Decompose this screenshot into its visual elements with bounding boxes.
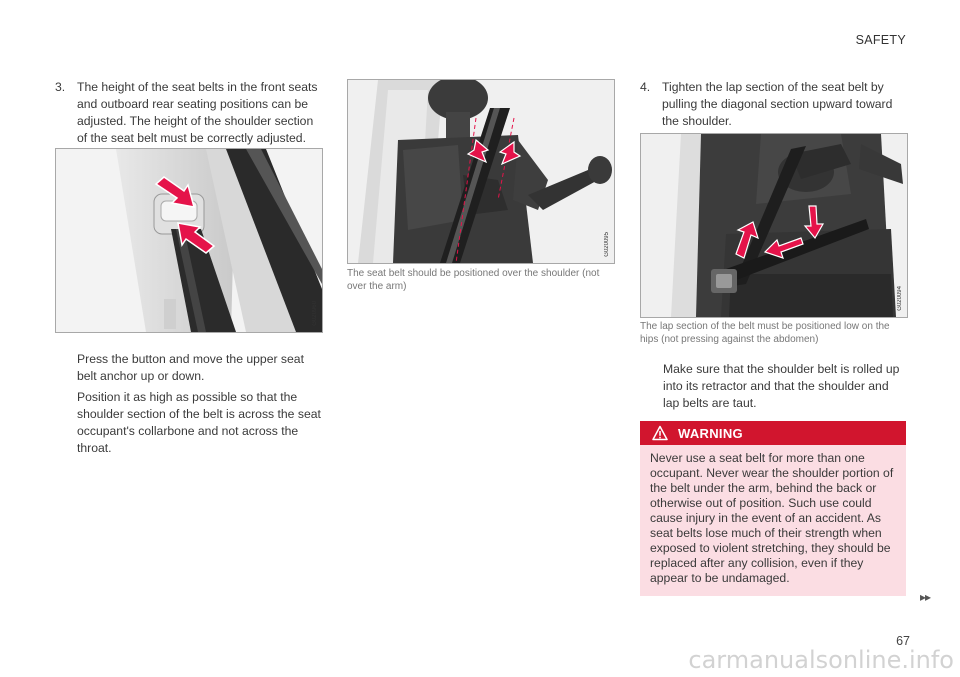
warning-box xyxy=(640,421,906,596)
figure-code: G020095 xyxy=(604,232,610,257)
step-3 xyxy=(55,79,323,147)
figure-caption: The lap section of the belt must be positioned low on the hips (not pressing against the abdomen) xyxy=(640,321,890,345)
paragraph-position-high: Position it as high as possible so that the shoulder section of the belt is across the seat occupant's collarbone and not across the throat. xyxy=(77,390,321,455)
warning-text: Never use a seat belt for more than one occupant. Never wear the shoulder portion of the belt under the arm, behind the back or otherwise out of position. Such use could cause injury in the event of an accident. As seat belts lose much of their strength when exposed to violent stretching, they should be replaced after any collision, even if they appear to be undamaged. xyxy=(640,445,906,596)
step-text: The height of the seat belts in the front seats and outboard rear seating positions can be adjusted. The height of the shoulder section of the seat belt must be correctly adjusted. xyxy=(77,80,318,145)
lap-belt-illustration xyxy=(640,133,908,318)
lap-belt-svg xyxy=(641,134,907,317)
next-page-icon[interactable]: ▸▸ xyxy=(919,590,930,604)
step-4 xyxy=(640,79,906,130)
belt-anchor-illustration xyxy=(55,148,323,333)
paragraph-press-button: Press the button and move the upper seat belt anchor up or down. xyxy=(77,352,304,383)
page-number: 67 xyxy=(896,634,910,648)
belt-anchor-svg xyxy=(56,149,322,332)
warning-header xyxy=(640,421,906,445)
shoulder-belt-svg xyxy=(348,80,614,263)
figure-code: G020094 xyxy=(897,286,903,311)
warning-triangle-icon xyxy=(652,425,668,441)
step-number: 4. xyxy=(640,80,651,94)
step-text: Tighten the lap section of the seat belt by pulling the diagonal section upward toward the shoulder. xyxy=(662,80,893,128)
shoulder-belt-illustration xyxy=(347,79,615,264)
figure-code: G020960 xyxy=(312,301,318,326)
figure-caption: The seat belt should be positioned over the shoulder (not over the arm) xyxy=(347,268,600,292)
warning-title: WARNING xyxy=(678,425,743,441)
step-number: 3. xyxy=(55,80,66,94)
watermark: carmanualsonline.info xyxy=(688,646,954,674)
section-title: SAFETY xyxy=(855,33,906,47)
paragraph-taut: Make sure that the shoulder belt is rolled up into its retractor and that the shoulder and lap belts are taut. xyxy=(663,362,900,410)
